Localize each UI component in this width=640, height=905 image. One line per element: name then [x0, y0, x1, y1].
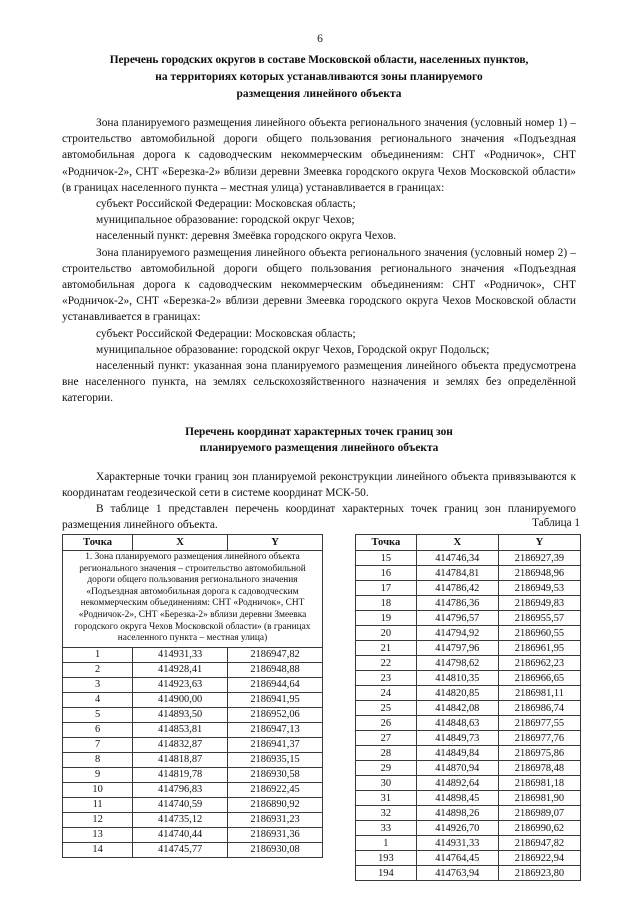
cell-x: 414848,63	[416, 716, 498, 731]
table-row	[63, 662, 323, 677]
cell-y: 2186923,80	[498, 866, 580, 881]
table-row	[356, 731, 581, 746]
cell-y: 2186978,48	[498, 761, 580, 776]
cell-y: 2186890,92	[228, 797, 323, 812]
zone2-municipality: муниципальное образование: городской округ Чехов, Городской округ Подольск;	[96, 343, 490, 356]
cell-x: 414818,87	[133, 752, 228, 767]
cell-y: 2186977,76	[498, 731, 580, 746]
cell-y: 2186948,88	[228, 662, 323, 677]
cell-y: 2186922,45	[228, 782, 323, 797]
table-row	[63, 752, 323, 767]
cell-y: 2186927,39	[498, 551, 580, 566]
cell-point: 2	[63, 662, 133, 677]
cell-x: 414931,33	[133, 647, 228, 662]
table-row	[63, 767, 323, 782]
cell-y: 2186990,62	[498, 821, 580, 836]
cell-x: 414849,84	[416, 746, 498, 761]
cell-x: 414892,64	[416, 776, 498, 791]
cell-y: 2186989,07	[498, 806, 580, 821]
cell-x: 414784,81	[416, 566, 498, 581]
cell-y: 2186931,36	[228, 827, 323, 842]
cell-x: 414931,33	[416, 836, 498, 851]
zone2-subject: субъект Российской Федерации: Московская область;	[96, 327, 356, 340]
coords-heading-line-1: Перечень координат характерных точек границ зон	[185, 425, 453, 438]
column-header-point: Точка	[63, 535, 133, 551]
table-row	[356, 776, 581, 791]
document-title	[62, 52, 576, 103]
column-header-x: X	[416, 535, 498, 551]
cell-point: 14	[63, 842, 133, 857]
zone1-municipality: муниципальное образование: городской округ Чехов;	[96, 214, 355, 227]
table-row	[63, 842, 323, 857]
cell-y: 2186941,37	[228, 737, 323, 752]
table-row	[63, 707, 323, 722]
cell-point: 30	[356, 776, 417, 791]
left-table-body	[63, 551, 323, 858]
cell-point: 1	[356, 836, 417, 851]
cell-x: 414740,59	[133, 797, 228, 812]
cell-y: 2186922,94	[498, 851, 580, 866]
table-note-row	[63, 551, 323, 648]
cell-y: 2186948,96	[498, 566, 580, 581]
table-caption: Таблица 1	[532, 517, 580, 529]
cell-x: 414798,62	[416, 656, 498, 671]
table-row	[356, 851, 581, 866]
cell-y: 2186949,53	[498, 581, 580, 596]
cell-x: 414898,45	[416, 791, 498, 806]
table-row	[356, 791, 581, 806]
cell-x: 414900,00	[133, 692, 228, 707]
cell-point: 28	[356, 746, 417, 761]
coords-section-heading	[62, 424, 576, 457]
cell-point: 17	[356, 581, 417, 596]
cell-point: 22	[356, 656, 417, 671]
cell-point: 15	[356, 551, 417, 566]
table-row	[356, 611, 581, 626]
cell-y: 2186941,95	[228, 692, 323, 707]
cell-y: 2186981,18	[498, 776, 580, 791]
cell-x: 414740,44	[133, 827, 228, 842]
cell-x: 414763,94	[416, 866, 498, 881]
cell-point: 19	[356, 611, 417, 626]
cell-y: 2186944,64	[228, 677, 323, 692]
table-row	[356, 821, 581, 836]
cell-point: 26	[356, 716, 417, 731]
cell-point: 1	[63, 647, 133, 662]
cell-y: 2186966,65	[498, 671, 580, 686]
zone1-paragraph: Зона планируемого размещения линейного объекта регионального значения (условный номер 1) – строительство автомобильной дороги общего пользования регионального значения «Подъездная автомобильная дорога к садоводческим некоммерческим объединениям: СНТ «Родничок», СНТ «Родничок-2», СНТ «Березка-2» вблизи деревни Змеевка городского округа Чехов Московской области» (в границах населенного пункта – местная улица) устанавливается в границах:	[62, 117, 576, 194]
cell-y: 2186960,55	[498, 626, 580, 641]
coords-intro-paragraph-2: В таблице 1 представлен перечень координат характерных точек границ зон планируемого размещения линейного объекта.	[62, 503, 576, 532]
table-row	[356, 566, 581, 581]
cell-point: 20	[356, 626, 417, 641]
cell-point: 9	[63, 767, 133, 782]
zone2-settlement: населенный пункт: указанная зона планируемого размещения линейного объекта предусмотрена вне населенного пункта, на землях сельскохозяйственного назначения и землях без определённой категории.	[62, 360, 576, 405]
cell-x: 414745,77	[133, 842, 228, 857]
table-row	[63, 692, 323, 707]
right-table-body	[356, 551, 581, 881]
cell-y: 2186947,82	[228, 647, 323, 662]
cell-y: 2186961,95	[498, 641, 580, 656]
table-row	[63, 812, 323, 827]
cell-point: 32	[356, 806, 417, 821]
cell-x: 414923,63	[133, 677, 228, 692]
table-row	[356, 671, 581, 686]
coordinates-tables-area	[0, 517, 640, 879]
table-row	[63, 737, 323, 752]
page-number: 6	[317, 33, 323, 45]
table-row	[356, 656, 581, 671]
cell-y: 2186955,57	[498, 611, 580, 626]
cell-y: 2186986,74	[498, 701, 580, 716]
table-row	[356, 581, 581, 596]
coords-intro-paragraph-1: Характерные точки границ зон планируемой реконструкции линейного объекта привязываются к координатам геодезической сети в системе координат МСК-50.	[62, 470, 576, 499]
table-row	[356, 686, 581, 701]
table-row	[356, 836, 581, 851]
zone2-paragraph: Зона планируемого размещения линейного объекта регионального значения (условный номер 2) – строительство автомобильной дороги общего пользования регионального значения «Подъездная автомобильная дорога к садоводческим некоммерческим объединениям: СНТ «Родничок», СНТ «Родничок-2», СНТ «Березка-2» вблизи деревни Змеевка городского округа Чехов Московской области устанавливается в границах:	[62, 246, 576, 324]
cell-x: 414849,73	[416, 731, 498, 746]
table-row	[63, 827, 323, 842]
cell-x: 414735,12	[133, 812, 228, 827]
cell-x: 414820,85	[416, 686, 498, 701]
cell-y: 2186977,55	[498, 716, 580, 731]
cell-x: 414810,35	[416, 671, 498, 686]
cell-y: 2186949,83	[498, 596, 580, 611]
cell-y: 2186981,90	[498, 791, 580, 806]
cell-point: 33	[356, 821, 417, 836]
coordinates-table-right	[355, 534, 581, 881]
document-body	[62, 52, 576, 533]
cell-x: 414786,36	[416, 596, 498, 611]
cell-y: 2186975,86	[498, 746, 580, 761]
table-row	[63, 677, 323, 692]
table-row	[356, 746, 581, 761]
cell-y: 2186930,58	[228, 767, 323, 782]
zone1-settlement: населенный пункт: деревня Змеёвка городского округа Чехов.	[96, 230, 397, 243]
cell-y: 2186947,13	[228, 722, 323, 737]
cell-x: 414819,78	[133, 767, 228, 782]
cell-x: 414786,42	[416, 581, 498, 596]
column-header-y: Y	[498, 535, 580, 551]
cell-x: 414832,87	[133, 737, 228, 752]
table-row	[63, 722, 323, 737]
table-row	[356, 701, 581, 716]
table-row	[356, 806, 581, 821]
cell-y: 2186952,06	[228, 707, 323, 722]
table-row	[356, 551, 581, 566]
cell-x: 414764,45	[416, 851, 498, 866]
cell-y: 2186947,82	[498, 836, 580, 851]
table-header-row	[63, 535, 323, 551]
table-row	[356, 761, 581, 776]
cell-x: 414796,57	[416, 611, 498, 626]
cell-x: 414746,34	[416, 551, 498, 566]
zone1-subject: субъект Российской Федерации: Московская область;	[96, 198, 356, 211]
title-spacer	[62, 103, 576, 115]
cell-point: 21	[356, 641, 417, 656]
column-header-point: Точка	[356, 535, 417, 551]
title-line-3: размещения линейного объекта	[236, 88, 402, 100]
table-row	[356, 866, 581, 881]
table-row	[356, 641, 581, 656]
cell-y: 2186930,08	[228, 842, 323, 857]
column-header-y: Y	[228, 535, 323, 551]
table-header-row	[356, 535, 581, 551]
cell-point: 27	[356, 731, 417, 746]
cell-point: 193	[356, 851, 417, 866]
cell-y: 2186931,23	[228, 812, 323, 827]
cell-point: 23	[356, 671, 417, 686]
cell-point: 31	[356, 791, 417, 806]
cell-x: 414796,83	[133, 782, 228, 797]
coordinates-table-left	[62, 534, 323, 858]
cell-y: 2186962,23	[498, 656, 580, 671]
cell-x: 414898,26	[416, 806, 498, 821]
table-row	[63, 797, 323, 812]
cell-point: 18	[356, 596, 417, 611]
cell-x: 414893,50	[133, 707, 228, 722]
cell-x: 414870,94	[416, 761, 498, 776]
table-row	[63, 647, 323, 662]
table-row	[356, 626, 581, 641]
cell-point: 194	[356, 866, 417, 881]
table-row	[356, 716, 581, 731]
cell-point: 8	[63, 752, 133, 767]
cell-y: 2186981,11	[498, 686, 580, 701]
cell-point: 11	[63, 797, 133, 812]
cell-point: 24	[356, 686, 417, 701]
zone-description-cell: 1. Зона планируемого размещения линейного объекта регионального значения – строительство автомобильной дороги общего пользования регионального значения «Подъездная автомобильная дорога к садоводческим некоммерческим объединениям: СНТ «Родничок», СНТ «Родничок-2», СНТ «Березка-2» вблизи деревни Змеевка городского округа Чехов Московской области» (в границах населенного пункта – местная улица)	[63, 551, 323, 648]
cell-point: 10	[63, 782, 133, 797]
column-header-x: X	[133, 535, 228, 551]
cell-point: 12	[63, 812, 133, 827]
table-row	[63, 782, 323, 797]
cell-x: 414853,81	[133, 722, 228, 737]
cell-x: 414926,70	[416, 821, 498, 836]
title-line-2: на территориях которых устанавливаются зоны планируемого	[155, 71, 483, 83]
cell-point: 25	[356, 701, 417, 716]
cell-point: 29	[356, 761, 417, 776]
table-row	[356, 596, 581, 611]
cell-point: 4	[63, 692, 133, 707]
cell-y: 2186935,15	[228, 752, 323, 767]
cell-x: 414928,41	[133, 662, 228, 677]
cell-x: 414797,96	[416, 641, 498, 656]
cell-point: 7	[63, 737, 133, 752]
coords-heading-line-2: планируемого размещения линейного объекта	[199, 442, 439, 455]
cell-x: 414794,92	[416, 626, 498, 641]
cell-point: 5	[63, 707, 133, 722]
cell-x: 414842,08	[416, 701, 498, 716]
cell-point: 3	[63, 677, 133, 692]
cell-point: 6	[63, 722, 133, 737]
heading-spacer	[62, 457, 576, 469]
cell-point: 13	[63, 827, 133, 842]
cell-point: 16	[356, 566, 417, 581]
title-line-1: Перечень городских округов в составе Московской области, населенных пунктов,	[109, 54, 529, 66]
